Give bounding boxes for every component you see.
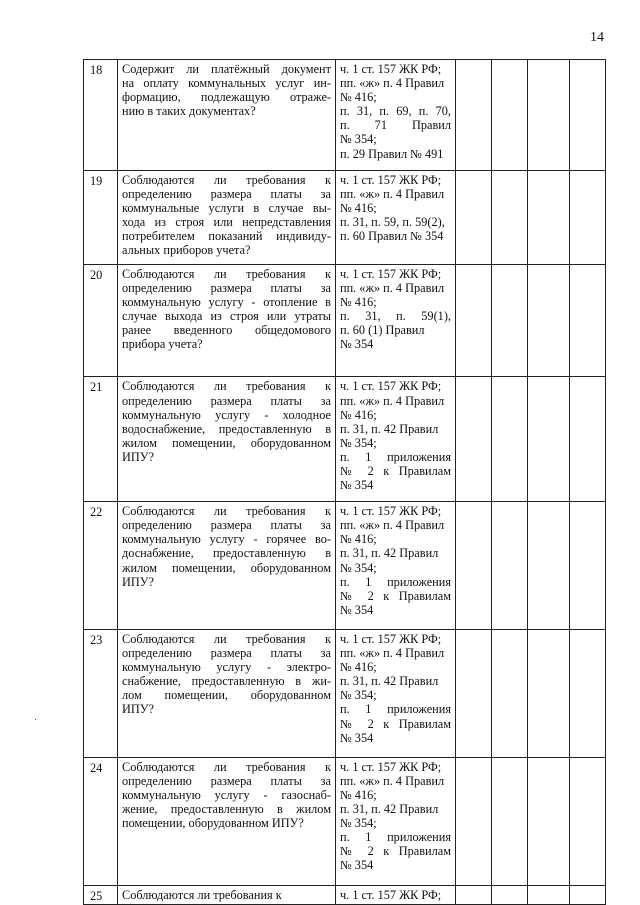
reference-line: № 354 (340, 602, 374, 617)
question-line: определению размера платы за (122, 773, 331, 788)
reference-line: № 354; (340, 132, 377, 147)
question-line: ИПУ? (122, 574, 154, 589)
reference-line: № 354 (340, 730, 374, 745)
question-cell (118, 170, 336, 264)
question-line: коммунальную услугу - горячее во- (122, 532, 331, 547)
question-line: коммунальную услугу - отопление в (122, 294, 331, 309)
question-line: Соблюдаются ли требования к (122, 379, 331, 394)
reference-line: № 354 (340, 337, 374, 352)
reference-line: пп. «ж» п. 4 Правил (340, 186, 445, 201)
reference-line: п. 31, п. 42 Правил (340, 546, 439, 561)
reference-line: № 354 (340, 478, 374, 493)
question-line: коммунальные услуги в случае вы- (122, 200, 331, 215)
reference-line: ч. 1 ст. 157 ЖК РФ; (340, 379, 442, 394)
reference-line: п. 1 приложения (340, 830, 451, 845)
reference-line: № 416; (340, 532, 377, 547)
question-line: ранее введенного общедомового (122, 322, 331, 337)
legal-reference-cell (336, 757, 456, 885)
legal-reference-cell (336, 60, 456, 171)
reference-line: № 416; (340, 90, 377, 105)
check-cell (528, 502, 570, 630)
reference-line: № 2 к Правилам (340, 844, 451, 859)
check-cell (492, 60, 528, 171)
reference-line: № 416; (340, 200, 377, 215)
question-line: определению размера платы за (122, 186, 331, 201)
table-row (84, 885, 606, 904)
reference-line: № 416; (340, 788, 377, 802)
question-line: определению размера платы за (122, 280, 331, 295)
question-cell (118, 757, 336, 885)
reference-line: п. 29 Правил № 491 (340, 146, 444, 161)
row-number: 18 (84, 60, 118, 171)
reference-line: п. 31, п. 42 Правил (340, 421, 439, 436)
table-row (84, 757, 606, 885)
table-row (84, 264, 606, 377)
check-cell (528, 377, 570, 502)
question-line: на оплату коммунальных услуг ин- (122, 76, 331, 91)
check-cell (570, 502, 606, 630)
reference-line: п. 1 приложения (340, 702, 451, 717)
reference-line: № 2 к Правилам (340, 464, 451, 479)
row-number: 19 (84, 170, 118, 264)
legal-reference-cell (336, 629, 456, 757)
table-row (84, 377, 606, 502)
reference-line: ч. 1 ст. 157 ЖК РФ; (340, 631, 442, 646)
reference-line: п. 1 приложения (340, 574, 451, 589)
reference-line: пп. «ж» п. 4 Правил (340, 280, 445, 295)
question-cell (118, 377, 336, 502)
question-cell (118, 629, 336, 757)
check-cell (528, 264, 570, 377)
row-number: 21 (84, 377, 118, 502)
question-line: доснабжение, предоставленную в (122, 546, 331, 561)
check-cell (528, 629, 570, 757)
reference-line: № 354 (340, 858, 374, 873)
check-cell (492, 757, 528, 885)
check-cell (528, 757, 570, 885)
question-line: определению размера платы за (122, 646, 331, 661)
reference-line: пп. «ж» п. 4 Правил (340, 76, 445, 91)
check-cell (570, 170, 606, 264)
question-line: водоснабжение, предоставленную в (122, 421, 331, 436)
reference-line: № 2 к Правилам (340, 588, 451, 603)
reference-line: № 354; (340, 688, 377, 703)
reference-line: пп. «ж» п. 4 Правил (340, 773, 445, 788)
table-row (84, 170, 606, 264)
question-line: Соблюдаются ли требования к (122, 172, 331, 187)
reference-line: п. 60 Правил № 354 (340, 229, 444, 244)
legal-reference-cell (336, 885, 456, 904)
check-cell (456, 264, 492, 377)
reference-line: п. 31, п. 59, п. 59(2), (340, 215, 445, 230)
reference-line: ч. 1 ст. 157 ЖК РФ; (340, 62, 442, 76)
check-cell (492, 170, 528, 264)
question-line: жилом помещении, оборудованном (122, 435, 331, 450)
question-line: случае выхода из строя или утраты (122, 308, 331, 323)
reference-line: пп. «ж» п. 4 Правил (340, 518, 445, 533)
check-cell (570, 264, 606, 377)
check-cell (456, 629, 492, 757)
question-line: нию в таких документах? (122, 104, 256, 119)
reference-line: № 354; (340, 816, 377, 831)
legal-reference-cell (336, 264, 456, 377)
scan-mark (35, 719, 36, 720)
check-cell (492, 629, 528, 757)
question-line: определению размера платы за (122, 518, 331, 533)
reference-line: № 354; (340, 560, 377, 575)
table-row (84, 629, 606, 757)
reference-line: ч. 1 ст. 157 ЖК РФ; (340, 172, 442, 187)
row-number: 23 (84, 629, 118, 757)
question-line: Содержит ли платёжный документ (122, 62, 331, 76)
question-line: Соблюдаются ли требования к (122, 887, 282, 902)
reference-line: № 416; (340, 660, 377, 675)
question-cell (118, 264, 336, 377)
row-number: 22 (84, 502, 118, 630)
reference-line: п. 60 (1) Правил (340, 322, 425, 337)
question-line: ИПУ? (122, 702, 154, 717)
inspection-checklist-table (83, 59, 606, 905)
check-cell (492, 264, 528, 377)
check-cell (492, 885, 528, 904)
question-line: формацию, подлежащую отраже- (122, 90, 331, 105)
row-number: 24 (84, 757, 118, 885)
question-line: жение, предоставленную в жилом (122, 802, 331, 817)
reference-line: п. 31, п. 59(1), (340, 308, 451, 323)
table-row (84, 502, 606, 630)
question-line: Соблюдаются ли требования к (122, 759, 331, 774)
question-line: прибора учета? (122, 337, 203, 352)
question-line: определению размера платы за (122, 393, 331, 408)
check-cell (528, 60, 570, 171)
reference-line: ч. 1 ст. 157 ЖК РФ; (340, 266, 442, 281)
reference-line: п. 71 Правил (340, 118, 451, 133)
question-line: лом помещении, оборудованном (122, 688, 331, 703)
question-line: коммунальную услугу - газоснаб- (122, 788, 331, 802)
row-number: 25 (84, 885, 118, 904)
check-cell (456, 60, 492, 171)
question-line: альных приборов учета? (122, 243, 251, 258)
legal-reference-cell (336, 502, 456, 630)
check-cell (570, 60, 606, 171)
check-cell (456, 502, 492, 630)
reference-line: пп. «ж» п. 4 Правил (340, 646, 445, 661)
check-cell (456, 170, 492, 264)
table-row (84, 60, 606, 171)
question-line: Соблюдаются ли требования к (122, 631, 331, 646)
row-number: 20 (84, 264, 118, 377)
check-cell (570, 885, 606, 904)
check-cell (570, 629, 606, 757)
check-cell (492, 502, 528, 630)
check-cell (570, 377, 606, 502)
reference-line: п. 31, п. 42 Правил (340, 674, 439, 689)
reference-line: № 354; (340, 435, 377, 450)
reference-line: п. 1 приложения (340, 449, 451, 464)
question-cell (118, 502, 336, 630)
legal-reference-cell (336, 170, 456, 264)
question-line: потребителем показаний индивиду- (122, 229, 331, 244)
page-number: 14 (590, 30, 604, 45)
question-line: Соблюдаются ли требования к (122, 504, 331, 519)
question-cell (118, 60, 336, 171)
question-cell (118, 885, 336, 904)
reference-line: ч. 1 ст. 157 ЖК РФ; (340, 887, 442, 902)
question-line: Соблюдаются ли требования к (122, 266, 331, 281)
question-line: жилом помещении, оборудованном (122, 560, 331, 575)
check-cell (456, 885, 492, 904)
reference-line: п. 31, п. 42 Правил (340, 802, 439, 817)
question-line: коммунальную услугу - холодное (122, 407, 331, 422)
question-line: снабжение, предоставленную в жи- (122, 674, 331, 689)
reference-line: ч. 1 ст. 157 ЖК РФ; (340, 759, 442, 774)
reference-line: ч. 1 ст. 157 ЖК РФ; (340, 504, 442, 519)
check-cell (456, 757, 492, 885)
legal-reference-cell (336, 377, 456, 502)
reference-line: № 2 к Правилам (340, 716, 451, 731)
reference-line: № 416; (340, 294, 377, 309)
question-line: помещении, оборудованном ИПУ? (122, 816, 304, 831)
question-line: коммунальную услугу - электро- (122, 660, 331, 675)
reference-line: п. 31, п. 69, п. 70, (340, 104, 451, 119)
check-cell (570, 757, 606, 885)
question-line: ИПУ? (122, 449, 154, 464)
check-cell (492, 377, 528, 502)
reference-line: № 416; (340, 407, 377, 422)
reference-line: пп. «ж» п. 4 Правил (340, 393, 445, 408)
check-cell (528, 885, 570, 904)
check-cell (456, 377, 492, 502)
question-line: хода из строя или непредставления (122, 215, 331, 230)
check-cell (528, 170, 570, 264)
